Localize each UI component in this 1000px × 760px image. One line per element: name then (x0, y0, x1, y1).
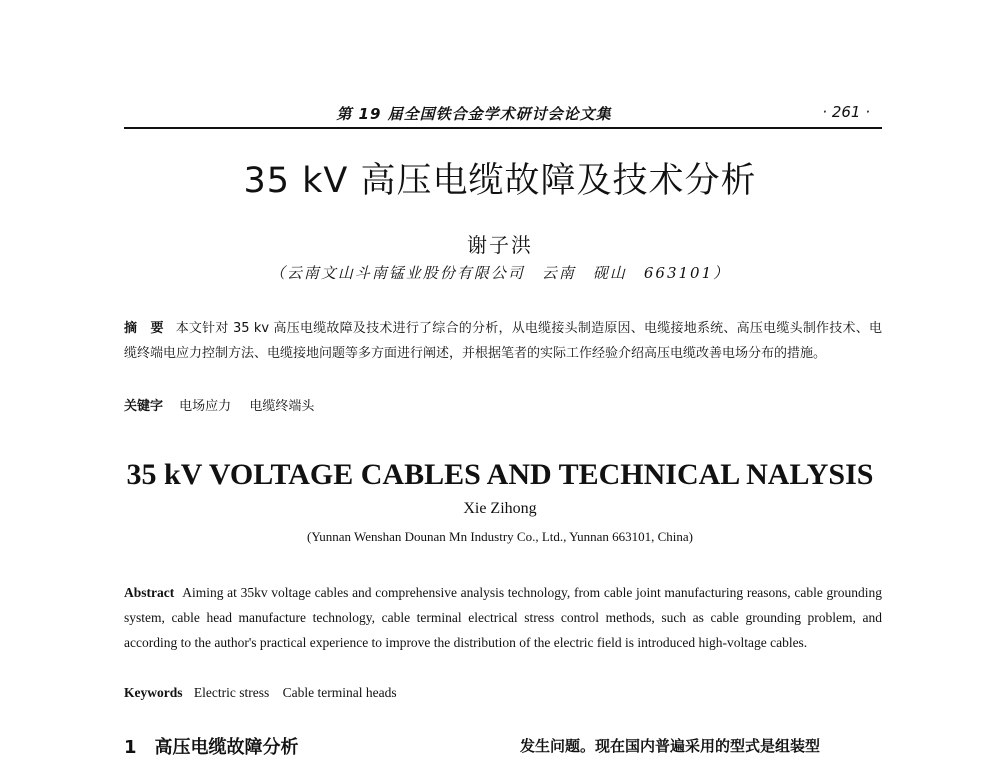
english-keyword: Electric stress (193, 685, 270, 700)
chinese-keywords-label: 关键字 (124, 399, 164, 414)
chinese-abstract-text: 本文针对 35 kv 高压电缆故障及技术进行了综合的分析，从电缆接头制造原因、电缆接地系统、高压电缆头制作技术、电缆终端电应力控制方法、电缆接地问题等多方面进行阐述，并根据笔者的实际工作经验介绍高压电缆改善电场分布的措施。 (124, 321, 882, 361)
right-column-text: 发生问题。现在国内普遍采用的型式是组装型 (520, 737, 821, 755)
chinese-title: 35 kV 高压电缆故障及技术分析 (243, 161, 757, 201)
english-affiliation: (Yunnan Wenshan Dounan Mn Industry Co., Ltd., Yunnan 663101, China) (306, 529, 694, 544)
chinese-keywords (124, 395, 882, 414)
english-abstract-text: Aiming at 35kv voltage cables and comprehensive analysis technology, from cable joint manufacturing reasons, cable grounding system, cable head manufacture technology, cable terminal electrical stress control methods, such as cable grounding problem, and according to the author's practical experience to improve the distribution of the electric field is introduced high-voltage cables. (124, 585, 882, 650)
section-title: 高压电缆故障分析 (154, 737, 299, 758)
chinese-abstract (124, 316, 882, 366)
page-number: · 261 · (822, 103, 870, 121)
running-head (124, 103, 882, 129)
chinese-keyword: 电场应力 (179, 399, 232, 414)
english-abstract (124, 580, 882, 655)
english-keywords (124, 685, 882, 701)
english-author: Xie Zihong (463, 500, 537, 517)
chinese-abstract-label: 摘 要 (124, 321, 164, 336)
english-keyword: Cable terminal heads (282, 685, 397, 700)
chinese-affiliation: （云南文山斗南锰业股份有限公司 云南 砚山 663101） (269, 264, 731, 282)
english-keywords-label: Keywords (124, 685, 183, 700)
chinese-keyword: 电缆终端头 (249, 399, 315, 414)
section-number: 1 (124, 737, 137, 758)
section-heading (124, 733, 299, 759)
chinese-author: 谢子洪 (467, 233, 533, 257)
journal-name: 第 19 届全国铁合金学术研讨会论文集 (336, 105, 612, 123)
english-abstract-label: Abstract (124, 585, 175, 600)
english-title: 35 kV VOLTAGE CABLES AND TECHNICAL NALYSIS (126, 458, 874, 491)
